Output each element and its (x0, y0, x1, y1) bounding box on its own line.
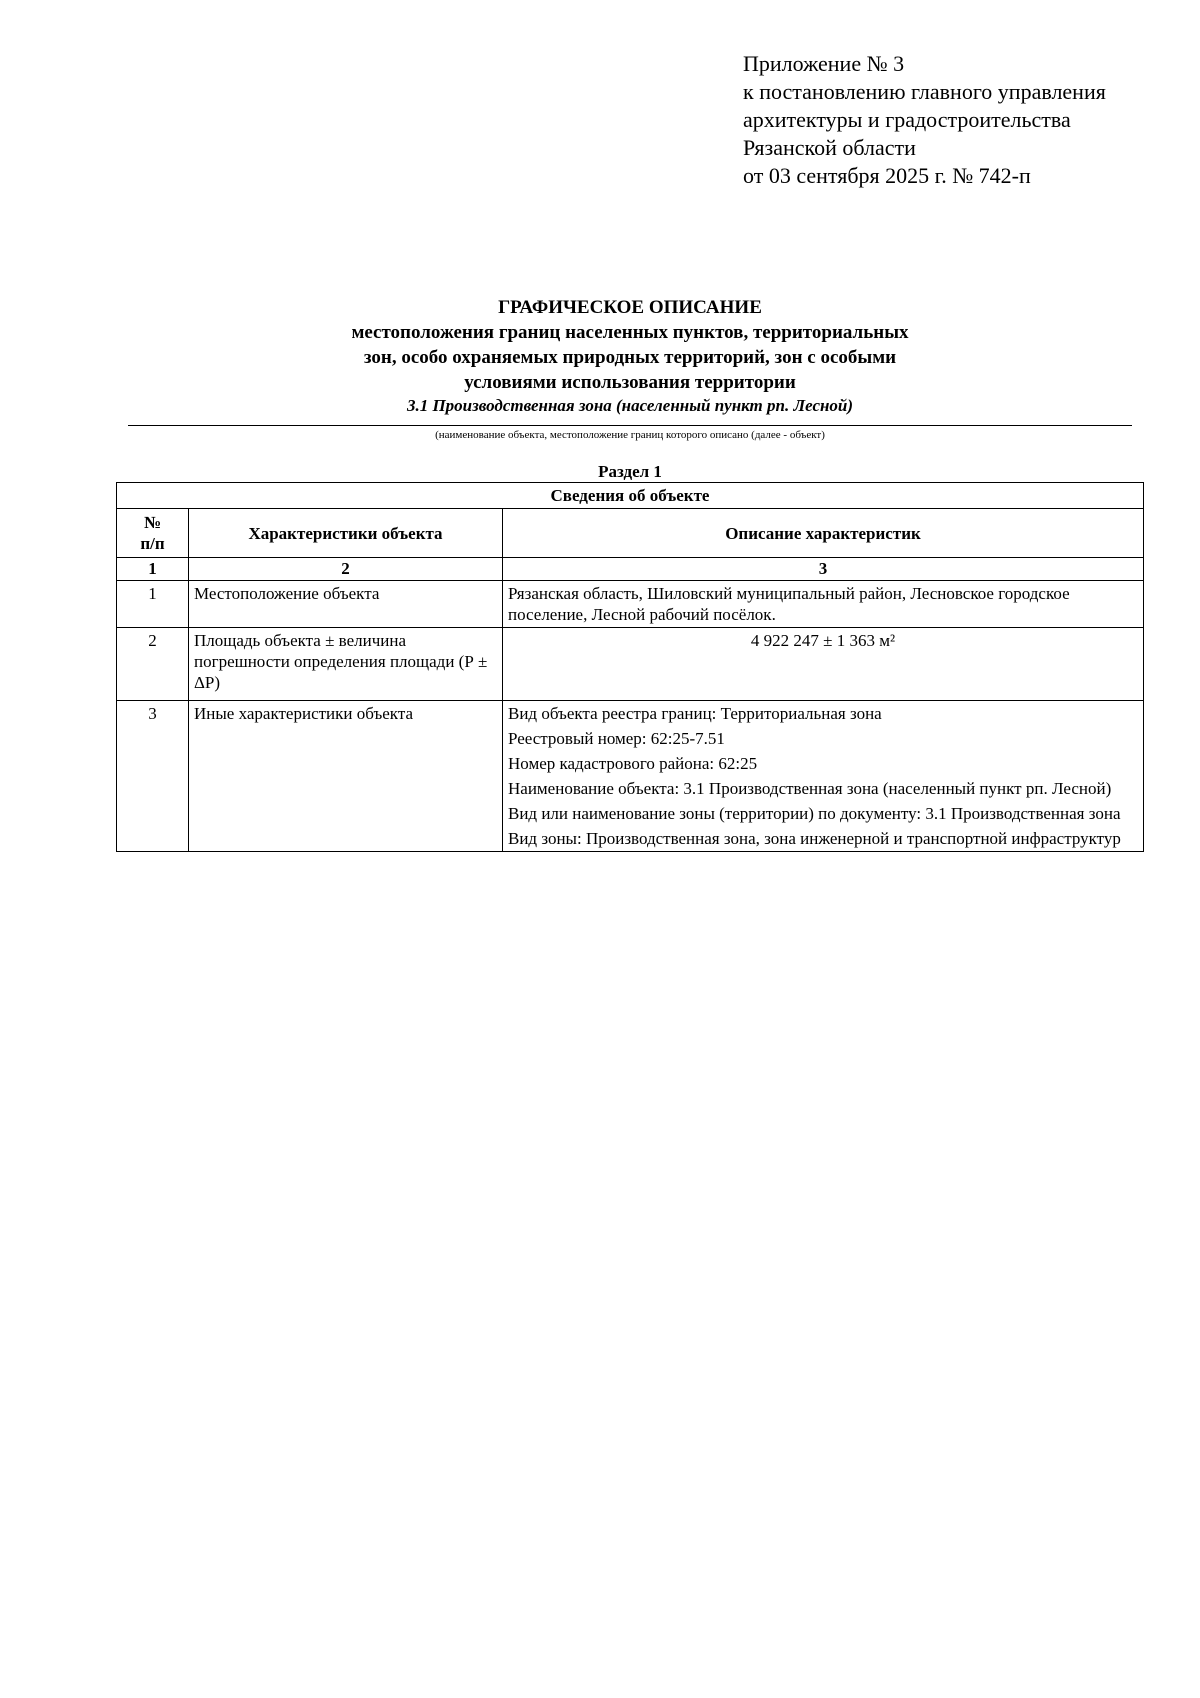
object-name-caption: (наименование объекта, местоположение границ которого описано (далее - объект) (435, 429, 825, 441)
column-index: 1 (117, 558, 189, 581)
row-description (503, 701, 1144, 852)
row-characteristic: Площадь объекта ± величина погрешности определения площади (Р ± ΔР) (189, 628, 503, 701)
header-characteristics: Характеристики объекта (189, 509, 503, 558)
document-subtitle-line: условиями использования территории (464, 372, 796, 393)
row-number: 2 (117, 628, 189, 701)
section-title: Раздел 1 (598, 462, 662, 481)
row-description (503, 628, 1144, 701)
appendix-line: от 03 сентября 2025 г. № 742-п (743, 163, 1031, 188)
column-index: 2 (189, 558, 503, 581)
row-description (503, 581, 1144, 628)
appendix-header (743, 50, 1106, 190)
row-characteristic: Местоположение объекта (189, 581, 503, 628)
table-title-row (117, 483, 1144, 509)
appendix-line: к постановлению главного управления (743, 79, 1106, 104)
object-info-table (116, 482, 1144, 852)
header-num (117, 509, 189, 558)
table-header-row (117, 509, 1144, 558)
document-title: ГРАФИЧЕСКОЕ ОПИСАНИЕ (498, 297, 762, 318)
appendix-line: Приложение № 3 (743, 51, 905, 76)
column-index: 3 (503, 558, 1144, 581)
header-num-line: п/п (140, 534, 165, 553)
row-characteristic: Иные характеристики объекта (189, 701, 503, 852)
row-number: 3 (117, 701, 189, 852)
description-line: Наименование объекта: 3.1 Производственная зона (населенный пункт рп. Лесной) (508, 779, 1112, 798)
header-description: Описание характеристик (503, 509, 1144, 558)
area-value: 4 922 247 ± 1 363 м² (750, 631, 896, 650)
description-line: Вид или наименование зоны (территории) по документу: 3.1 Производственная зона (508, 804, 1121, 823)
document-subtitle-line: местоположения границ населенных пунктов, территориальных (351, 322, 909, 343)
document-subtitle-line: зон, особо охраняемых природных территорий, зон с особыми (363, 347, 897, 368)
object-name: 3.1 Производственная зона (населенный пункт рп. Лесной) (406, 396, 854, 415)
row-number: 1 (117, 581, 189, 628)
column-index-row (117, 558, 1144, 581)
table-row (117, 581, 1144, 628)
table-row (117, 701, 1144, 852)
description-line: Вид зоны: Производственная зона, зона инженерной и транспортной инфраструктур (508, 829, 1121, 848)
table-title: Сведения об объекте (117, 483, 1144, 509)
header-num-line: № (143, 513, 162, 532)
description-line: Рязанская область, Шиловский муниципальный район, Лесновское городское поселение, Лесной рабочий посёлок. (508, 584, 1070, 624)
appendix-line: Рязанской области (743, 135, 916, 160)
document-title-block (128, 295, 1132, 417)
table-row (117, 628, 1144, 701)
object-name-underline (128, 425, 1132, 426)
description-line: Номер кадастрового района: 62:25 (508, 754, 758, 773)
description-line: Вид объекта реестра границ: Территориальная зона (508, 704, 882, 723)
description-line: Реестровый номер: 62:25-7.51 (508, 729, 725, 748)
appendix-line: архитектуры и градостроительства (743, 107, 1071, 132)
